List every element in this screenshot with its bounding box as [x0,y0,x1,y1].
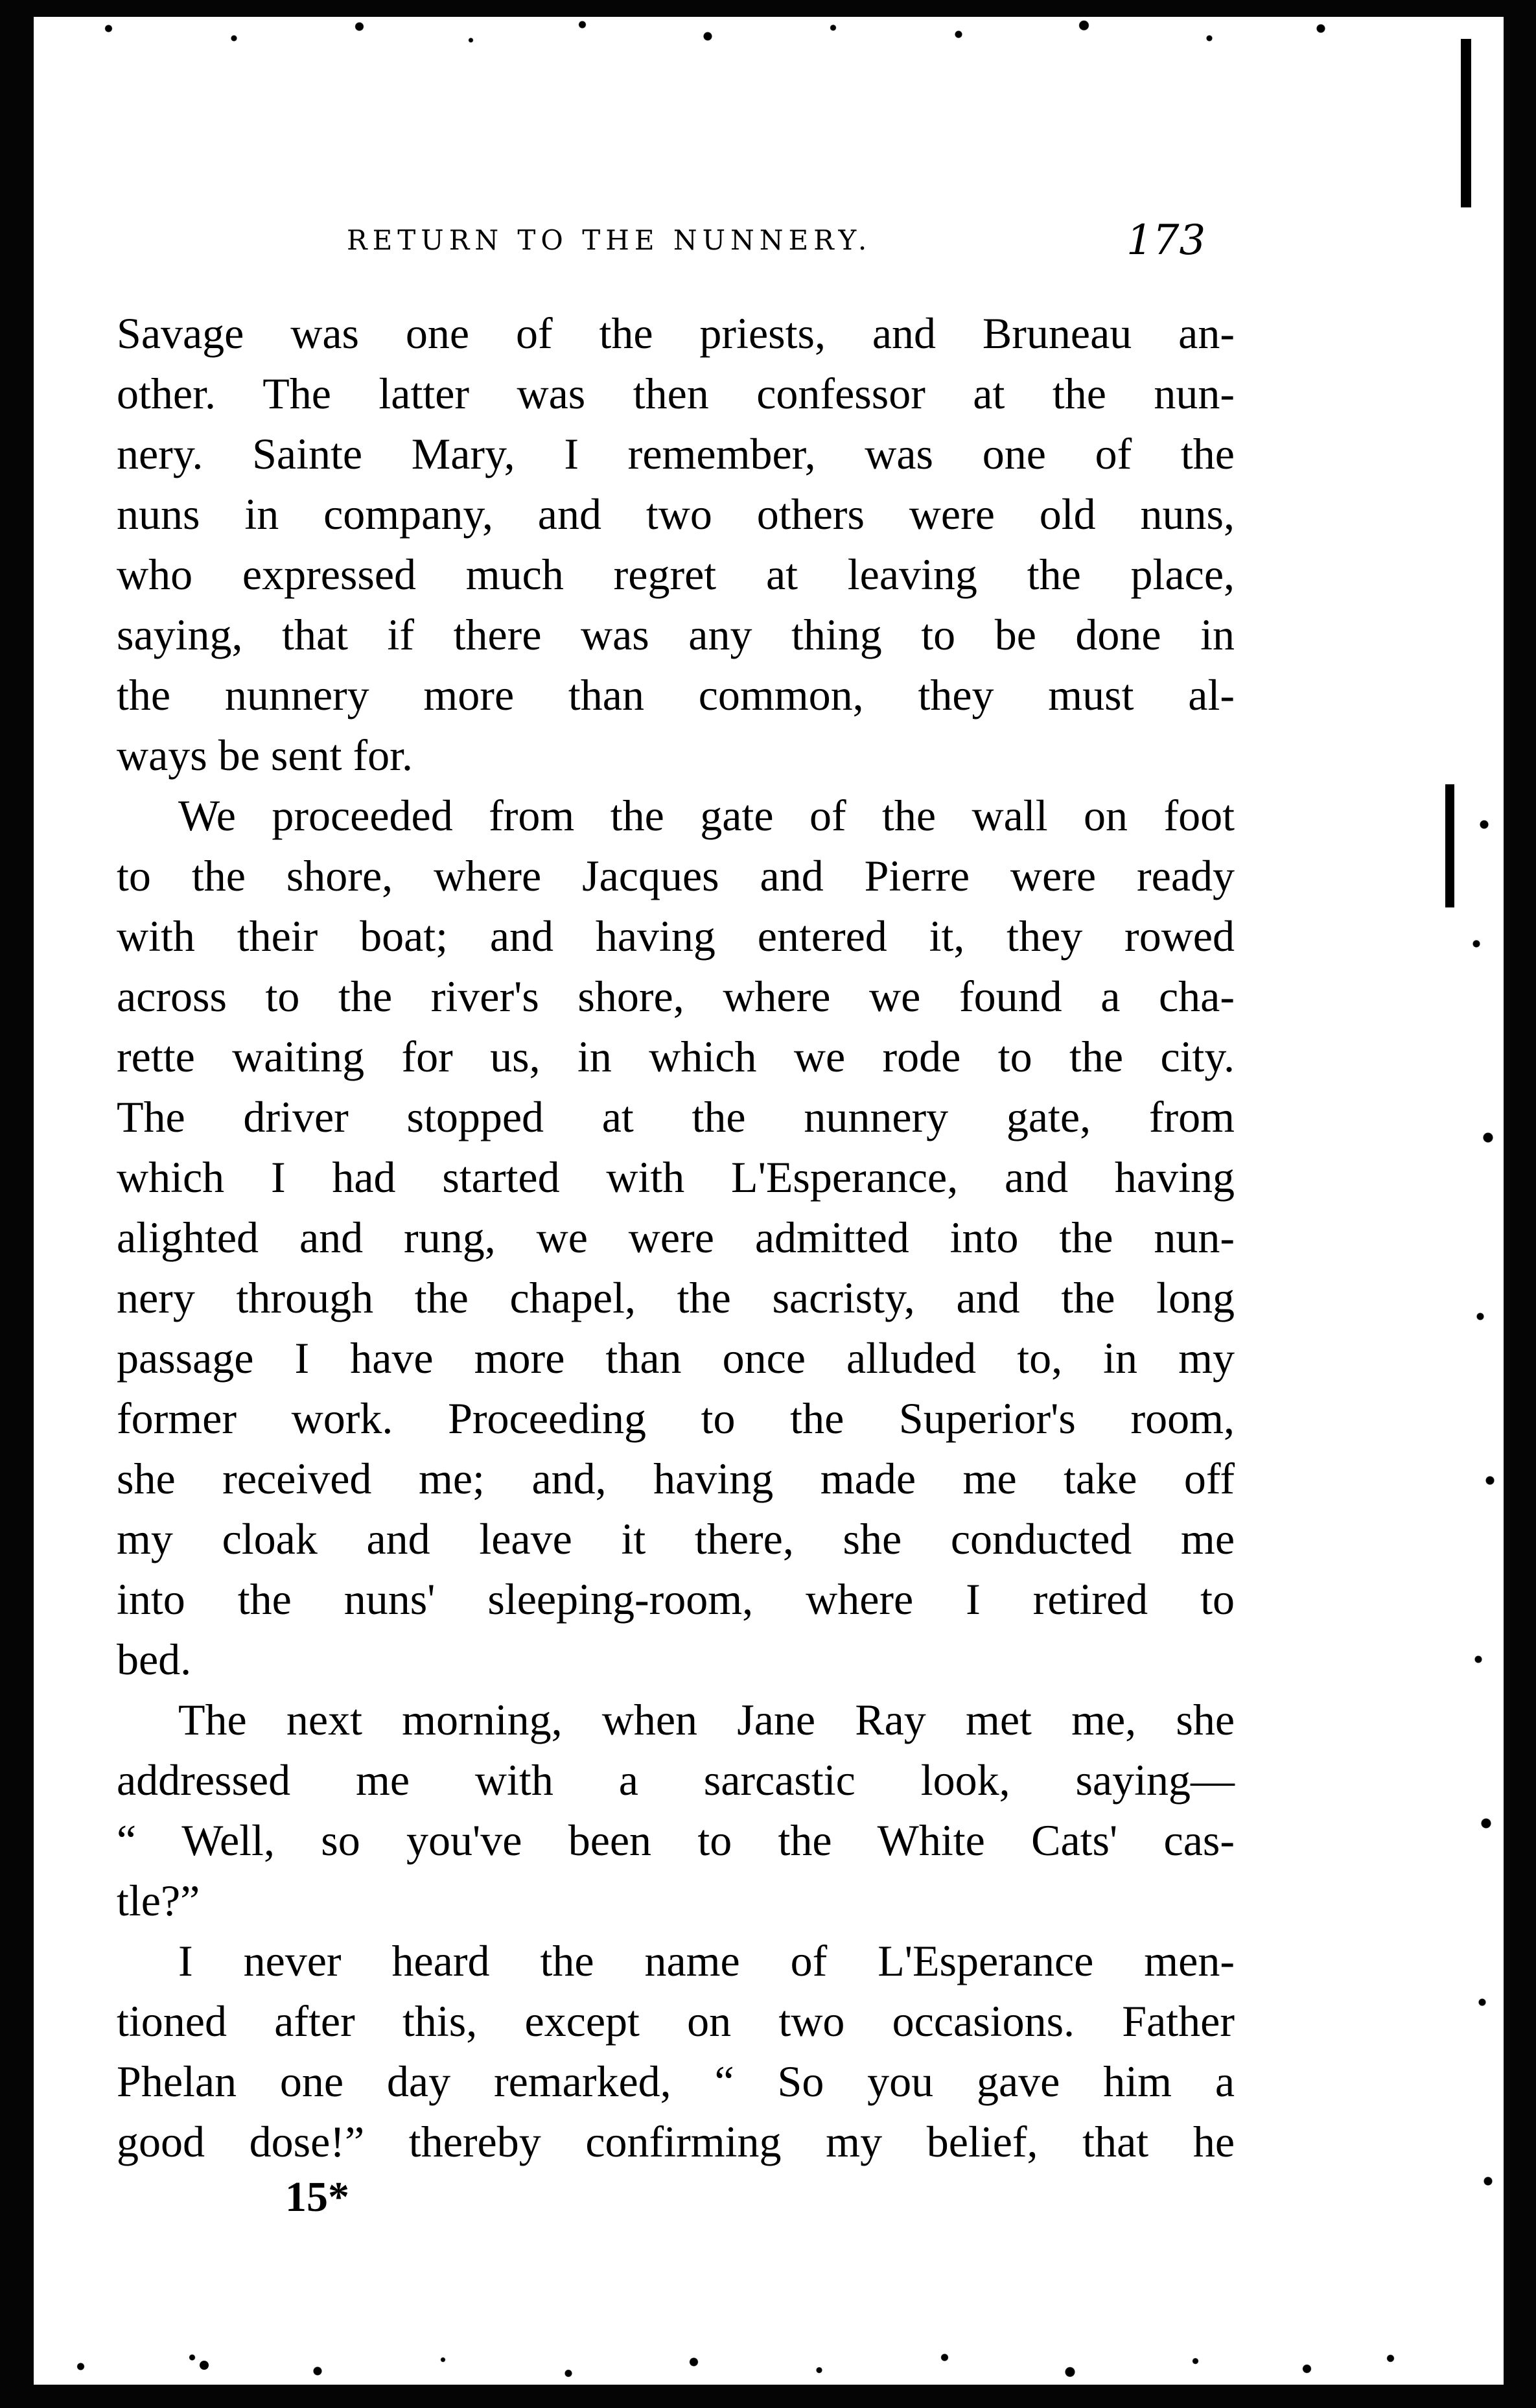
body-text [117,303,1235,2172]
text-line: tioned after this, except on two occasions. Father [117,1996,1235,2046]
text-line: good dose!” thereby confirming my belief, that he [117,2117,1235,2166]
text-line: nuns in company, and two others were old nuns, [117,489,1235,539]
text-line: who expressed much regret at leaving the place, [117,550,1235,599]
text-line: former work. Proceeding to the Superior's room, [117,1394,1235,1443]
scan-noise-right [1465,765,1504,2256]
scan-noise-bottom [39,2339,1432,2385]
text-line: to the shore, where Jacques and Pierre were ready [117,851,1235,900]
ink-dot [200,2361,209,2370]
signature-mark: 15* [285,2173,349,2221]
text-line: ways be sent for. [117,731,413,780]
text-line: addressed me with a sarcastic look, saying— [117,1755,1235,1805]
text-line: my cloak and leave it there, she conducted me [117,1514,1235,1563]
text-line: nery. Sainte Mary, I remember, was one of the [117,429,1235,478]
page-number: 173 [1126,216,1206,264]
text-line: Phelan one day remarked, “ So you gave him a [117,2057,1235,2106]
text-line: the nunnery more than common, they must al- [117,670,1235,719]
scan-border-left [0,0,34,2408]
text-line: nery through the chapel, the sacristy, and the long [117,1273,1235,1322]
text-line: which I had started with L'Esperance, and having [117,1152,1235,1202]
scan-noise-top [39,17,1432,56]
text-line: bed. [117,1635,192,1684]
text-line: she received me; and, having made me take off [117,1454,1235,1503]
text-line: Savage was one of the priests, and Bruneau an- [117,309,1235,358]
text-line: rette waiting for us, in which we rode to the city. [117,1032,1235,1081]
scan-border-bottom [0,2385,1536,2408]
text-line: The next morning, when Jane Ray met me, she [178,1695,1235,1744]
scan-streak-right-lower [1445,784,1454,907]
text-line: We proceeded from the gate of the wall on foot [178,791,1235,840]
text-line: I never heard the name of L'Esperance men- [178,1936,1235,1985]
scan-streak-right [1461,39,1471,207]
running-head: RETURN TO THE NUNNERY. [347,224,872,256]
text-line: across to the river's shore, where we found a cha- [117,972,1235,1021]
text-line: alighted and rung, we were admitted into the nun- [117,1213,1235,1262]
text-line: into the nuns' sleeping-room, where I retired to [117,1574,1235,1624]
text-line: passage I have more than once alluded to, in my [117,1333,1235,1383]
text-line: other. The latter was then confessor at the nun- [117,369,1235,418]
scan-border-right [1504,0,1536,2408]
text-line: saying, that if there was any thing to be done in [117,610,1235,659]
text-line: “ Well, so you've been to the White Cats' cas- [117,1816,1235,1865]
text-line: with their boat; and having entered it, they rowed [117,911,1235,961]
scan-border-top [0,0,1536,17]
text-line: tle?” [117,1876,200,1925]
text-line: The driver stopped at the nunnery gate, from [117,1092,1235,1141]
